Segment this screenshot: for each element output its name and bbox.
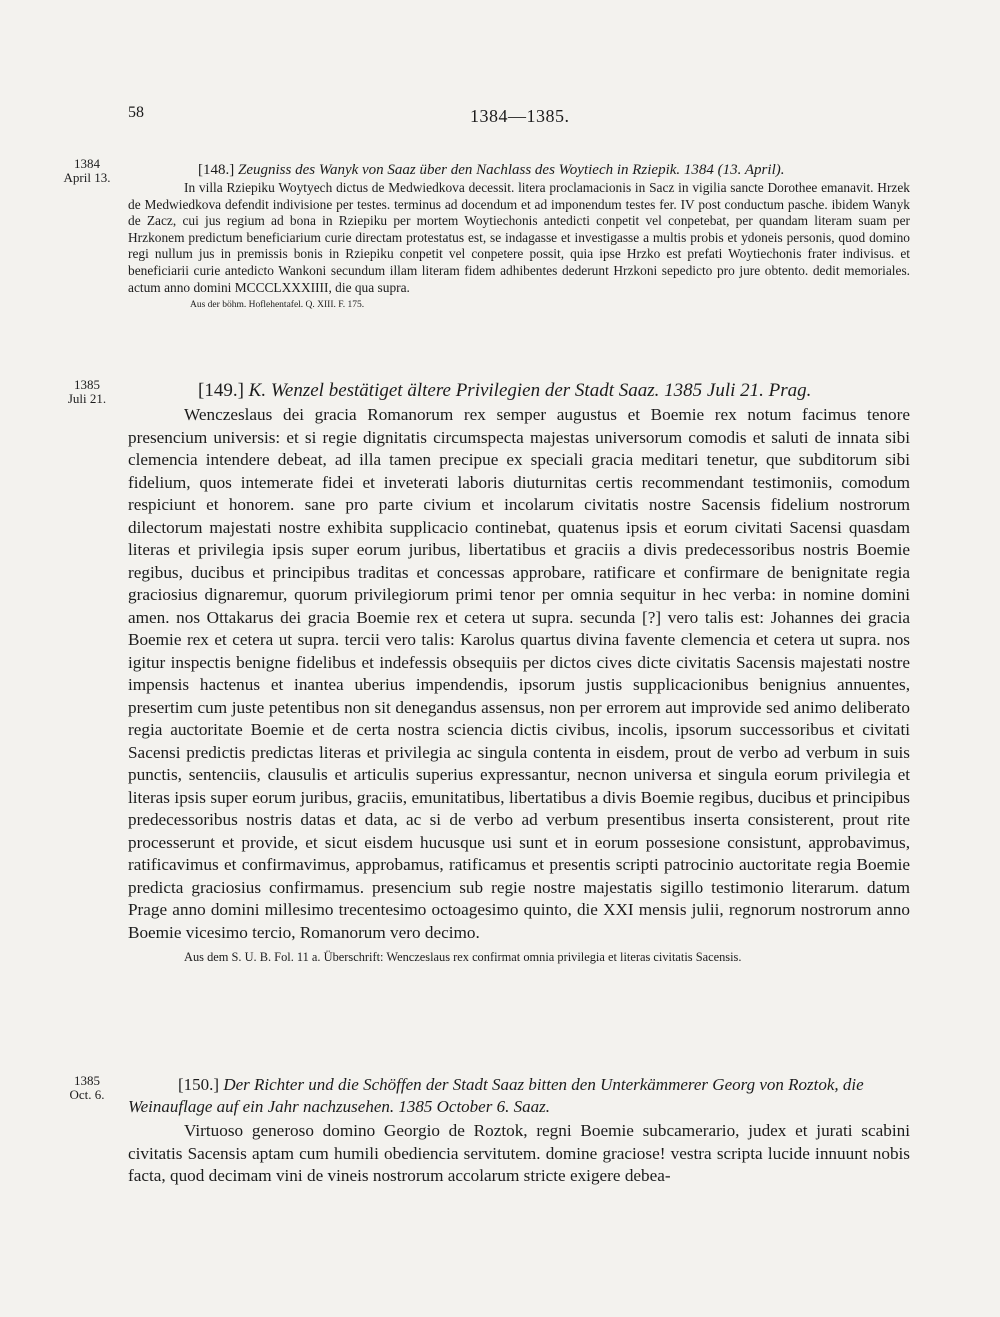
entry-body [128, 180, 910, 296]
entry-date: 1385 October 6. Saaz. [398, 1097, 550, 1116]
margin-date-day: Juli 21. [67, 391, 107, 406]
entry-heading [128, 1074, 910, 1118]
entry-date: 1385 Juli 21. Prag. [664, 380, 812, 401]
margin-date-year: 1384 [74, 156, 100, 171]
entry-number: [148.] [198, 162, 235, 178]
entry-source: Aus der böhm. Hoflehentafel. Q. XIII. F. 175. [190, 300, 365, 311]
entry-title: Zeugniss des Wanyk von Saaz über den Nachlass des Woytiech in Rziepik. [238, 162, 681, 178]
entry-heading [128, 380, 910, 402]
entry-number: [149.] [198, 380, 244, 401]
entry-150 [128, 1074, 910, 1188]
entry-title: Der Richter und die Schöffen der Stadt Saaz bitten den Unterkämmerer Georg von Roztok, die Weinauflage auf ein Jahr nachzusehen. [128, 1075, 864, 1116]
entry-body [128, 1120, 910, 1188]
entry-title: K. Wenzel bestätiget ältere Privilegien der Stadt Saaz. [248, 380, 660, 401]
margin-date-150 [52, 1074, 122, 1102]
entry-text: In villa Rziepiku Woytyech dictus de Medwiedkova decessit. litera proclamacionis in Sacz in vigilia sancte Dorothee emanavit. Hrzek de Medwiedkova defendit indivisione per testes. terminus ad docendum et ad imponendum testes fer. IV post conductum pasche. ibidem Wanyk de Zacz, cui jus regium ad bona in Rziepiku per mortem Woytiechonis antedicti conpetit vel conpetebat, per quandam literam suam per Hrzkonem predictum beneficiarium curie directam protestatus est, se indagasse et investigasse a multis probis et ydoneis personis, quod domino regi nullum jus in premissis bonis in Rziepiku conpetit vel conpetere possit, quia ipse Hrzko est prefati Woytiechonis frater indivisus. et beneficiarii curie antedicto Wankoni secundum illam literam fidem adhibentes dederunt Hrzkoni sepedicto pro jure obtento. dedit memoriales. actum anno domini MCCCLXXXIIII, die qua supra. [128, 180, 910, 295]
running-head: 1384—1385. [470, 106, 570, 126]
entry-148 [128, 160, 910, 310]
margin-date-day: April 13. [63, 170, 111, 185]
entry-text: Wenczeslaus dei gracia Romanorum rex semper augustus et Boemie rex notum facimus tenore presencium universis: et si regie dignitatis circumspecta majestas universorum comodis et saluti de innata sibi clemencia intendere debeat, ad illa tamen precipue ex speciali gracia meditari tenetur, que subditorum sibi fidelium, quos intemerate fidei et inveterati laboris diuturnitas certis recommendant testimoniis, comodum respiciunt et honorem. sane pro parte civium et incolarum civitatis nostre Sacensis fidelium nostrorum dilectorum majestati nostre exhibita supplicacio continebat, quatenus ipsis et eorum civitati Sacensi quasdam literas et privilegia ipsis super eorum juribus, libertatibus et graciis a divis predecessoribus nostris Boemie regibus, ducibus et principibus traditas et concessas approbare, ratificare et confirmare de benignitate regia graciosius dignaremur, quorum privilegiorum primi tenor per omnia sequitur in hec verba: in nomine domini amen. nos Ottakarus dei gracia Boemie rex et cetera ut supra. secunda [?] vero talis est: Johannes dei gracia Boemie rex et cetera ut supra. tercii vero talis: Karolus quartus divina favente clemencia et cetera ut supra. nos igitur inspectis benigne fidelibus et indefessis obsequiis per dictos cives dicte civitatis Sacensis majestati nostre impensis hactenus et inantea uberius impendendis, ipsorum justis supplicacionibus benignius annuentes, presertim cum juste petentibus non sit denegandus assensus, non per errorem aut improvide sed animo deliberato regia auctoritate Boemie et de certa nostra sciencia dictis civibus, incolis, ipsorum successoribus et civitati Sacensi predictis predictas literas et privilegia ac singula contenta in eisdem, prout de verbo ad verbum in suis punctis, sentenciis, clausulis et articulis superius expressantur, necnon universa et singula eorum privilegia et literas ipsis super eorum juribus, graciis, emunitatibus, libertatibus a divis Boemie regibus, ducibus et principibus predecessoribus nostris datas et data, ac si de verbo ad verbum presentibus inserta consisterent, prout rite processerunt et provide, et sicut eisdem hucusque usi sunt et in eorum possesione consistunt, approbavimus, ratificavimus et confirmavimus, approbamus, ratificamus et presentis scripti patrocinio auctoritate regia Boemie predicta graciosius confirmamus. presencium sub regie nostre majestatis sigillo testimonio literarum. datum Prage anno domini millesimo trecentesimo octoagesimo quinto, die XXI mensis julii, regnorum nostrorum anno Boemie vicesimo tercio, Romanorum vero decimo. [128, 405, 910, 942]
entry-heading [128, 160, 910, 180]
entry-source: Aus dem S. U. B. Fol. 11 a. Überschrift: Wenczeslaus rex confirmat omnia privilegia et literas civitatis Sacensis. [184, 950, 742, 964]
page-number: 58 [128, 104, 144, 121]
entry-149 [128, 380, 910, 965]
entry-number: [150.] [178, 1075, 220, 1094]
margin-date-year: 1385 [74, 377, 100, 392]
margin-date-149 [52, 378, 122, 406]
entry-date: 1384 (13. April). [683, 162, 785, 178]
margin-date-day: Oct. 6. [69, 1087, 105, 1102]
entry-body [128, 404, 910, 944]
margin-date-148 [52, 157, 122, 185]
margin-date-year: 1385 [74, 1073, 100, 1088]
entry-text: Virtuoso generoso domino Georgio de Roztok, regni Boemie subcamerario, judex et jurati scabini civitatis Sacensis aptam cum humili obediencia servitutem. domine graciose! vestra scripta lucide innuunt nobis facta, quod decimam vini de vineis nostrorum accolarum stricte exigere debea- [128, 1121, 910, 1185]
